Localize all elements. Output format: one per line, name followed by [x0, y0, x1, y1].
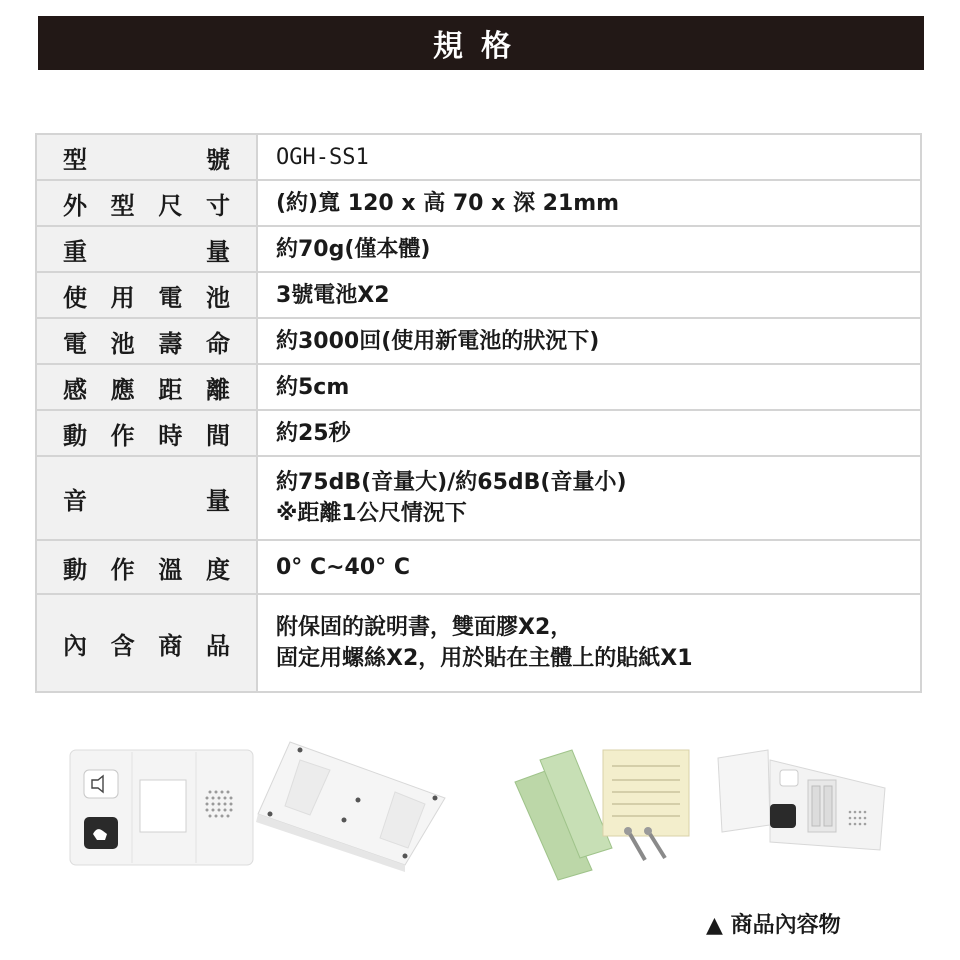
spec-label: [36, 226, 257, 272]
spec-row: [36, 180, 921, 226]
spec-row: [36, 226, 921, 272]
spec-row: [36, 456, 921, 540]
spec-row: [36, 318, 921, 364]
page-title: 規格: [38, 16, 924, 70]
spec-value: [257, 456, 921, 540]
spec-value-line: 約70g(僅本體): [276, 236, 431, 262]
spec-label-text: 電 池 壽 命: [63, 329, 230, 358]
spec-value: [257, 318, 921, 364]
spec-label: [36, 410, 257, 456]
spec-label: [36, 134, 257, 180]
spec-table: [35, 133, 922, 693]
spec-label-text: 外 型 尺 寸: [63, 191, 230, 220]
spec-row: [36, 410, 921, 456]
spec-row: [36, 540, 921, 594]
spec-label: [36, 456, 257, 540]
spec-label: [36, 364, 257, 410]
triangle-marker-icon: ▲: [706, 913, 723, 938]
spec-value: [257, 410, 921, 456]
spec-value: [257, 540, 921, 594]
spec-row: [36, 134, 921, 180]
spec-value: [257, 180, 921, 226]
spec-value-line: OGH-SS1: [276, 144, 369, 170]
contents-caption: [706, 908, 841, 939]
caption-text: 商品內容物: [730, 913, 841, 938]
spec-label-text: 音 量: [63, 486, 230, 515]
spec-value-line: 約3000回(使用新電池的狀況下): [276, 328, 600, 354]
spec-value-line: 0° C~40° C: [276, 554, 410, 580]
spec-row: [36, 364, 921, 410]
spec-value: [257, 226, 921, 272]
spec-label-text: 重 量: [63, 237, 230, 266]
spec-value-line: 附保固的說明書，雙面膠X2，: [276, 615, 573, 640]
device-back-image: [256, 742, 445, 872]
spec-value-line: 3號電池X2: [276, 282, 390, 308]
spec-value-line: 約75dB(音量大)/約65dB(音量小): [276, 470, 627, 495]
spec-value-line: 固定用螺絲X2，用於貼在主體上的貼紙X1: [276, 646, 693, 671]
spec-value: [257, 134, 921, 180]
spec-label: [36, 272, 257, 318]
spec-label-text: 動 作 溫 度: [63, 555, 230, 584]
spec-label: [36, 318, 257, 364]
spec-value: [257, 272, 921, 318]
spec-value: [257, 594, 921, 692]
accessories-image: [515, 750, 689, 880]
device-front-image: [70, 750, 253, 865]
spec-label-text: 內 含 商 品: [63, 631, 230, 660]
spec-value-line: (約)寬 120 x 高 70 x 深 21mm: [276, 190, 620, 216]
spec-label-text: 型 號: [63, 145, 230, 174]
spec-label-text: 感 應 距 離: [63, 375, 230, 404]
product-photos: [0, 730, 960, 910]
spec-value-line: ※距離1公尺情況下: [276, 501, 467, 526]
device-open-image: [718, 750, 885, 850]
spec-row: [36, 272, 921, 318]
spec-label-text: 動 作 時 間: [63, 421, 230, 450]
spec-label: [36, 594, 257, 692]
spec-row: [36, 594, 921, 692]
spec-label: [36, 180, 257, 226]
spec-value-line: 約25秒: [276, 420, 351, 446]
spec-value-line: 約5cm: [276, 374, 350, 400]
spec-value: [257, 364, 921, 410]
spec-label: [36, 540, 257, 594]
spec-label-text: 使 用 電 池: [63, 283, 230, 312]
